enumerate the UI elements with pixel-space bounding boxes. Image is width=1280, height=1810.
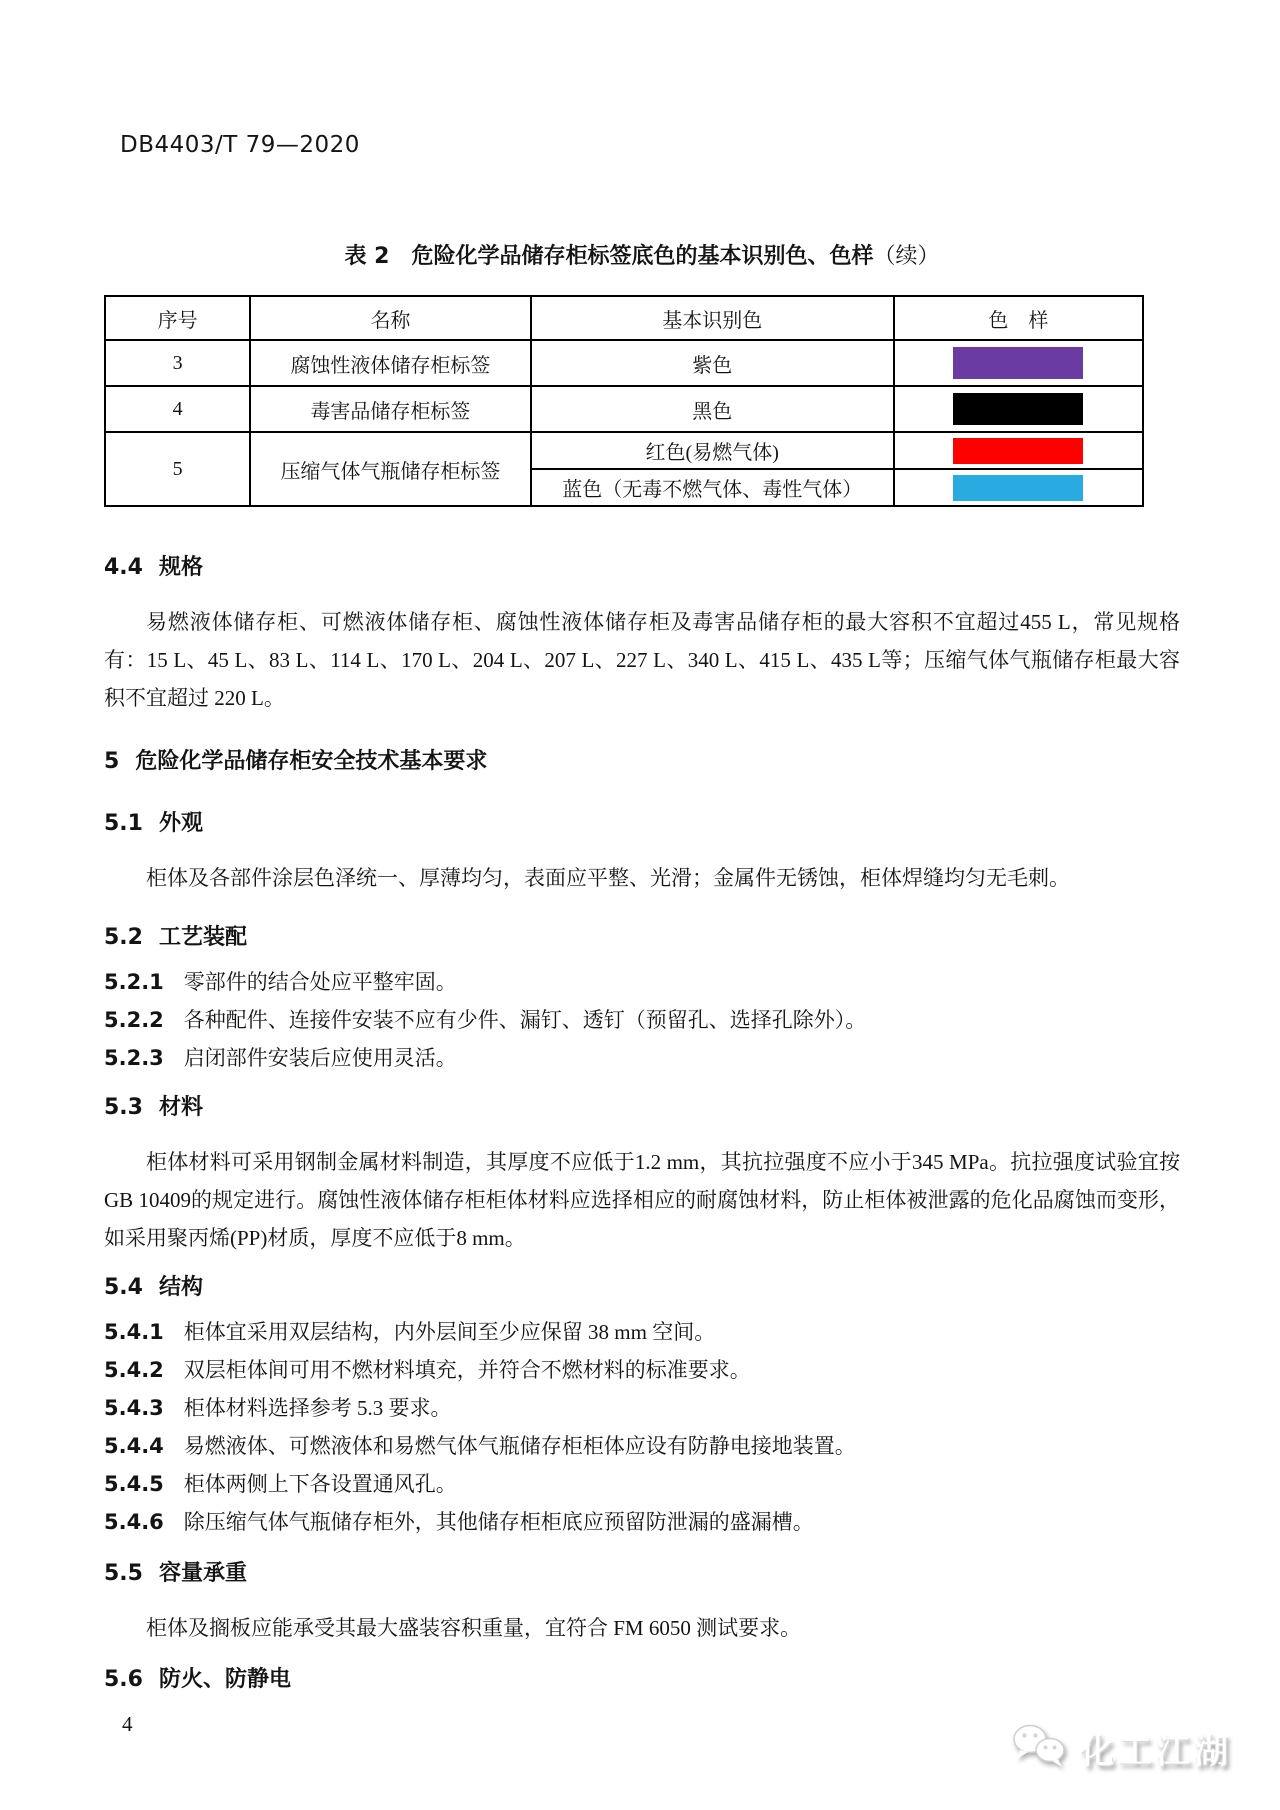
heading-title: 工艺装配 (158, 925, 247, 950)
heading-5-6 (104, 1665, 1180, 1695)
col-header-sample: 色 样 (894, 296, 1143, 340)
wechat-bubbles-icon (1008, 1722, 1072, 1774)
page-content (104, 240, 1180, 1695)
color-swatch-red (953, 438, 1083, 464)
clause (104, 1465, 1180, 1503)
paragraph-5-3: 柜体材料可采用钢制金属材料制造，其厚度不应低于1.2 mm，其抗拉强度不应小于345 MPa。抗拉强度试验宜按GB 10409的规定进行。腐蚀性液体储存柜柜体材料应选择相应的耐腐蚀材料，防止柜体被泄露的危化品腐蚀而变形，如采用聚丙烯(PP)材质，厚度不应低于8 mm。 (104, 1150, 1180, 1250)
heading-5-3 (104, 1093, 1180, 1123)
color-swatch-black (953, 393, 1083, 425)
heading-title: 危险化学品储存柜安全技术基本要求 (135, 749, 488, 774)
clause-text: 各种配件、连接件安装不应有少件、漏钉、透钉（预留孔、选择孔除外）。 (183, 1008, 867, 1032)
clause-number: 5.4.2 (104, 1358, 164, 1382)
clause-text: 零部件的结合处应平整牢固。 (183, 970, 457, 994)
clause-number: 5.4.4 (104, 1434, 164, 1458)
table-row (105, 386, 1143, 432)
table-row (105, 340, 1143, 386)
clause-number: 5.4.6 (104, 1510, 164, 1534)
cell-base-color: 黑色 (531, 386, 894, 432)
cell-sample (894, 432, 1143, 469)
cell-sample (894, 340, 1143, 386)
clause-number: 5.4.5 (104, 1472, 164, 1496)
heading-number: 5 (104, 749, 120, 774)
clause (104, 1039, 1180, 1077)
col-header-no: 序号 (105, 296, 250, 340)
heading-title: 容量承重 (158, 1561, 247, 1586)
color-swatch-blue (953, 475, 1083, 501)
cell-base-color: 红色(易燃气体) (531, 432, 894, 469)
clause-text: 柜体两侧上下各设置通风孔。 (183, 1472, 457, 1496)
cell-name: 腐蚀性液体储存柜标签 (250, 340, 530, 386)
clause-text: 除压缩气体气瓶储存柜外，其他储存柜柜底应预留防泄漏的盛漏槽。 (183, 1510, 814, 1534)
col-header-name: 名称 (250, 296, 530, 340)
clause (104, 1351, 1180, 1389)
cell-base-color: 紫色 (531, 340, 894, 386)
heading-5-1 (104, 809, 1180, 839)
heading-title: 规格 (158, 555, 203, 580)
clause-number: 5.2.3 (104, 1046, 164, 1070)
clause-list-5-2 (104, 963, 1180, 1077)
clause (104, 963, 1180, 1001)
clause-list-5-4 (104, 1313, 1180, 1541)
heading-title: 防火、防静电 (158, 1667, 291, 1692)
clause (104, 1503, 1180, 1541)
cell-name: 压缩气体气瓶储存柜标签 (250, 432, 530, 506)
cell-sample (894, 469, 1143, 506)
clause-number: 5.2.1 (104, 970, 164, 994)
heading-number: 4.4 (104, 555, 143, 580)
heading-5-2 (104, 923, 1180, 953)
table-title (104, 240, 1180, 273)
cell-base-color: 蓝色（无毒不燃气体、毒性气体） (531, 469, 894, 506)
table-row (105, 432, 1143, 469)
heading-5-5 (104, 1559, 1180, 1589)
clause (104, 1427, 1180, 1465)
heading-number: 5.4 (104, 1275, 143, 1300)
heading-5 (104, 747, 1180, 777)
clause-text: 柜体材料选择参考 5.3 要求。 (183, 1396, 452, 1420)
paragraph-4-4: 易燃液体储存柜、可燃液体储存柜、腐蚀性液体储存柜及毒害品储存柜的最大容积不宜超过455 L，常见规格有：15 L、45 L、83 L、114 L、170 L、204 L、207 L、227 L、340 L、415 L、435 L等；压缩气体气瓶储存柜最大容积不宜超过 220 L。 (104, 610, 1180, 710)
col-header-base-color: 基本识别色 (531, 296, 894, 340)
clause (104, 1389, 1180, 1427)
heading-number: 5.2 (104, 925, 143, 950)
cell-name: 毒害品储存柜标签 (250, 386, 530, 432)
cell-no: 4 (105, 386, 250, 432)
clause-number: 5.2.2 (104, 1008, 164, 1032)
heading-number: 5.3 (104, 1095, 143, 1120)
clause-number: 5.4.1 (104, 1320, 164, 1344)
table-title-suffix: （续） (873, 243, 940, 268)
clause-number: 5.4.3 (104, 1396, 164, 1420)
heading-number: 5.1 (104, 811, 143, 836)
heading-number: 5.6 (104, 1667, 143, 1692)
clause-text: 柜体宜采用双层结构，内外层间至少应保留 38 mm 空间。 (183, 1320, 716, 1344)
cell-sample (894, 386, 1143, 432)
clause (104, 1001, 1180, 1039)
cell-no: 3 (105, 340, 250, 386)
doc-code: DB4403/T 79—2020 (120, 132, 360, 158)
color-table (104, 295, 1144, 507)
table-header-row (105, 296, 1143, 340)
heading-5-4 (104, 1273, 1180, 1303)
cell-no: 5 (105, 432, 250, 506)
heading-4-4 (104, 553, 1180, 583)
clause (104, 1313, 1180, 1351)
clause-text: 启闭部件安装后应使用灵活。 (183, 1046, 457, 1070)
table-title-main: 表 2 危险化学品储存柜标签底色的基本识别色、色样 (344, 244, 874, 269)
footer-brand (1008, 1722, 1232, 1774)
heading-number: 5.5 (104, 1561, 143, 1586)
footer-brand-text: 化工江湖 (1080, 1731, 1232, 1772)
heading-title: 外观 (158, 811, 203, 836)
heading-title: 结构 (158, 1275, 203, 1300)
clause-text: 双层柜体间可用不燃材料填充，并符合不燃材料的标准要求。 (183, 1358, 751, 1382)
color-swatch-purple (953, 347, 1083, 379)
paragraph-5-5: 柜体及搁板应能承受其最大盛装容积重量，宜符合 FM 6050 测试要求。 (146, 1616, 802, 1640)
paragraph-5-1: 柜体及各部件涂层色泽统一、厚薄均匀，表面应平整、光滑；金属件无锈蚀，柜体焊缝均匀无毛刺。 (146, 866, 1070, 890)
heading-title: 材料 (158, 1095, 203, 1120)
clause-text: 易燃液体、可燃液体和易燃气体气瓶储存柜柜体应设有防静电接地装置。 (183, 1434, 856, 1458)
page-number: 4 (122, 1712, 133, 1736)
